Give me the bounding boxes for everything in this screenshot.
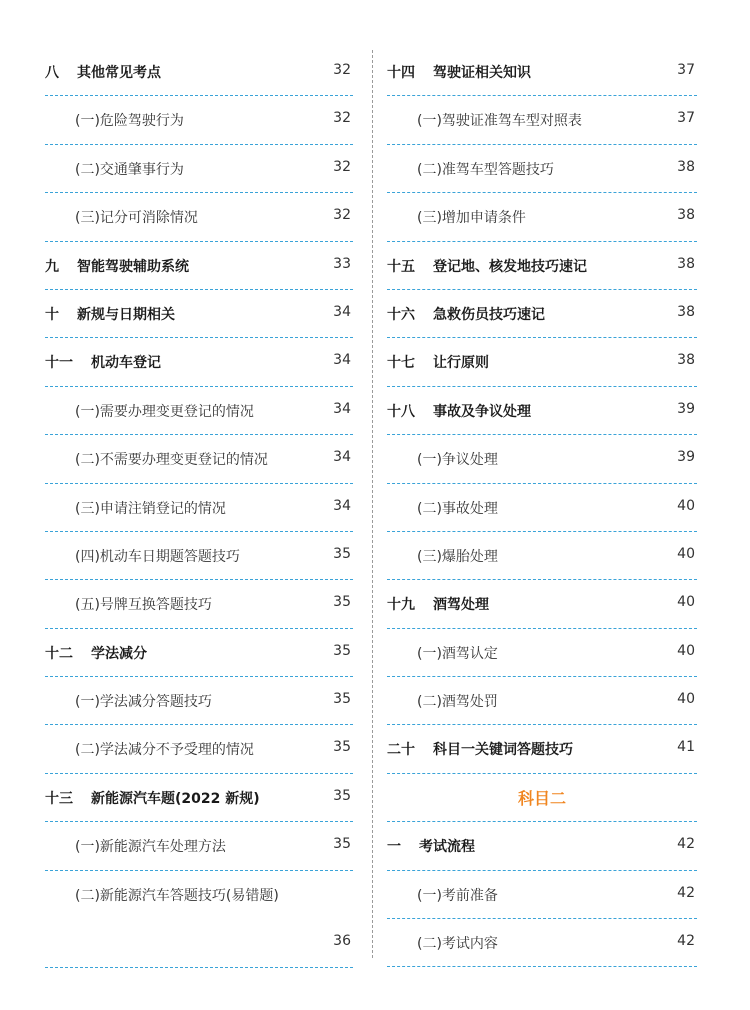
page-number: 35 [333,691,351,708]
toc-subsection-entry[interactable] [45,145,353,193]
toc-chapter-entry[interactable] [45,242,353,290]
chapter-number: 十八 [387,403,415,420]
page-number: 32 [333,110,351,127]
entry-title: (二)准驾车型答题技巧 [417,161,554,178]
page-number: 39 [677,449,695,466]
entry-title: (三)爆胎处理 [417,548,498,565]
entry-title: (四)机动车日期题答题技巧 [75,548,240,565]
page-number: 38 [677,303,695,320]
page-number: 35 [333,594,351,611]
entry-title: (二)事故处理 [417,500,498,517]
toc-subsection-entry[interactable] [45,580,353,628]
chapter-number: 十七 [387,355,415,372]
entry-title: (三)记分可消除情况 [75,210,198,227]
page-number: 42 [677,884,695,901]
entry-title: (二)酒驾处罚 [417,694,498,711]
toc-subsection-entry[interactable] [387,96,697,144]
toc-chapter-entry[interactable] [45,774,353,822]
toc-subsection-entry[interactable] [45,677,353,725]
toc-chapter-entry[interactable] [387,387,697,435]
page-number: 32 [333,62,351,78]
page-number: 35 [333,642,351,659]
toc-subsection-entry[interactable] [387,919,697,967]
chapter-number: 十六 [387,306,415,323]
page-number: 40 [677,497,695,514]
toc-subsection-entry[interactable] [387,532,697,580]
page-number: 34 [333,400,351,417]
toc-subsection-entry[interactable] [45,193,353,241]
toc-subsection-entry[interactable] [45,484,353,532]
chapter-number: 二十 [387,742,415,759]
toc-right-column [387,48,697,967]
toc-left-column [45,48,353,968]
page-number: 38 [677,207,695,224]
chapter-number: 十四 [387,65,415,81]
toc-chapter-entry[interactable] [45,290,353,338]
entry-title: (二)新能源汽车答题技巧(易错题) [75,887,279,904]
toc-subsection-entry[interactable] [387,871,697,919]
entry-title: 智能驾驶辅助系统 [77,258,189,275]
page-number: 38 [677,255,695,272]
toc-subsection-entry[interactable] [45,387,353,435]
toc-chapter-entry[interactable] [387,725,697,773]
entry-title: 考试流程 [419,839,475,856]
page-number: 37 [677,110,695,127]
toc-chapter-entry[interactable] [387,290,697,338]
page-number: 42 [677,836,695,853]
toc-chapter-entry[interactable] [387,48,697,96]
page-number: 35 [333,787,351,804]
toc-subsection-entry[interactable] [45,725,353,773]
toc-chapter-entry[interactable] [387,242,697,290]
toc-subsection-entry[interactable] [45,532,353,580]
toc-subsection-entry[interactable] [387,193,697,241]
toc-subsection-entry[interactable] [45,96,353,144]
toc-chapter-entry[interactable] [387,822,697,870]
entry-title: 机动车登记 [91,355,161,372]
entry-title: 学法减分 [91,645,147,662]
chapter-number: 八 [45,65,59,81]
chapter-number: 十五 [387,258,415,275]
entry-title: 让行原则 [433,355,489,372]
column-divider [372,50,373,958]
page-number: 38 [677,352,695,369]
toc-chapter-entry[interactable] [45,629,353,677]
toc-chapter-entry[interactable] [45,48,353,96]
entry-title: (二)不需要办理变更登记的情况 [75,452,268,469]
toc-subsection-entry[interactable] [45,822,353,870]
page-number: 34 [333,352,351,369]
page-number: 40 [677,594,695,611]
entry-title: 其他常见考点 [77,65,161,81]
entry-title: 登记地、核发地技巧速记 [433,258,587,275]
page-number: 35 [333,739,351,756]
page-number: 38 [677,158,695,175]
entry-title: (二)考试内容 [417,936,498,953]
page-number: 34 [333,303,351,320]
section-heading-label: 科目二 [517,788,566,808]
entry-title: (三)增加申请条件 [417,210,526,227]
chapter-number: 十一 [45,355,73,372]
entry-title: (一)酒驾认定 [417,645,498,662]
toc-chapter-entry[interactable] [45,338,353,386]
page-number: 35 [333,836,351,853]
toc-chapter-entry[interactable] [387,580,697,628]
page-number: 32 [333,158,351,175]
toc-subsection-entry[interactable] [45,435,353,483]
page-number: 42 [677,933,695,950]
entry-title: 驾驶证相关知识 [433,65,531,81]
page-number: 32 [333,207,351,224]
toc-subsection-entry[interactable] [387,484,697,532]
toc-subsection-entry[interactable] [387,677,697,725]
entry-title: 新能源汽车题(2022 新规) [91,790,260,807]
toc-subsection-entry[interactable] [387,629,697,677]
page-number: 40 [677,545,695,562]
chapter-number: 十 [45,306,59,323]
entry-title: (一)驾驶证准驾车型对照表 [417,113,582,130]
page-number: 39 [677,400,695,417]
toc-subsection-entry[interactable] [45,871,353,968]
entry-title: 事故及争议处理 [433,403,531,420]
page-number: 37 [677,62,695,78]
page-number: 41 [677,739,695,756]
entry-title: (一)争议处理 [417,452,498,469]
entry-title: (二)交通肇事行为 [75,161,184,178]
toc-chapter-entry[interactable] [387,338,697,386]
toc-subsection-entry[interactable] [387,435,697,483]
page-number: 35 [333,545,351,562]
entry-title: (三)申请注销登记的情况 [75,500,226,517]
page-number: 34 [333,497,351,514]
section-heading [387,774,697,822]
page-number: 34 [333,449,351,466]
chapter-number: 十九 [387,597,415,614]
page-number: 36 [333,932,351,949]
chapter-number: 九 [45,258,59,275]
entry-title: 科目一关键词答题技巧 [433,742,573,759]
entry-title: (一)危险驾驶行为 [75,113,184,130]
entry-title: (五)号牌互换答题技巧 [75,597,212,614]
page-number: 33 [333,255,351,272]
entry-title: (一)考前准备 [417,887,498,904]
page-number: 40 [677,691,695,708]
toc-subsection-entry[interactable] [387,145,697,193]
page-number: 40 [677,642,695,659]
entry-title: 酒驾处理 [433,597,489,614]
entry-title: 急救伤员技巧速记 [433,306,545,323]
chapter-number: 一 [387,839,401,856]
entry-title: (二)学法减分不予受理的情况 [75,742,254,759]
entry-title: (一)学法减分答题技巧 [75,694,212,711]
chapter-number: 十三 [45,790,73,807]
entry-title: (一)新能源汽车处理方法 [75,839,226,856]
entry-title: (一)需要办理变更登记的情况 [75,403,254,420]
entry-title: 新规与日期相关 [77,306,175,323]
chapter-number: 十二 [45,645,73,662]
